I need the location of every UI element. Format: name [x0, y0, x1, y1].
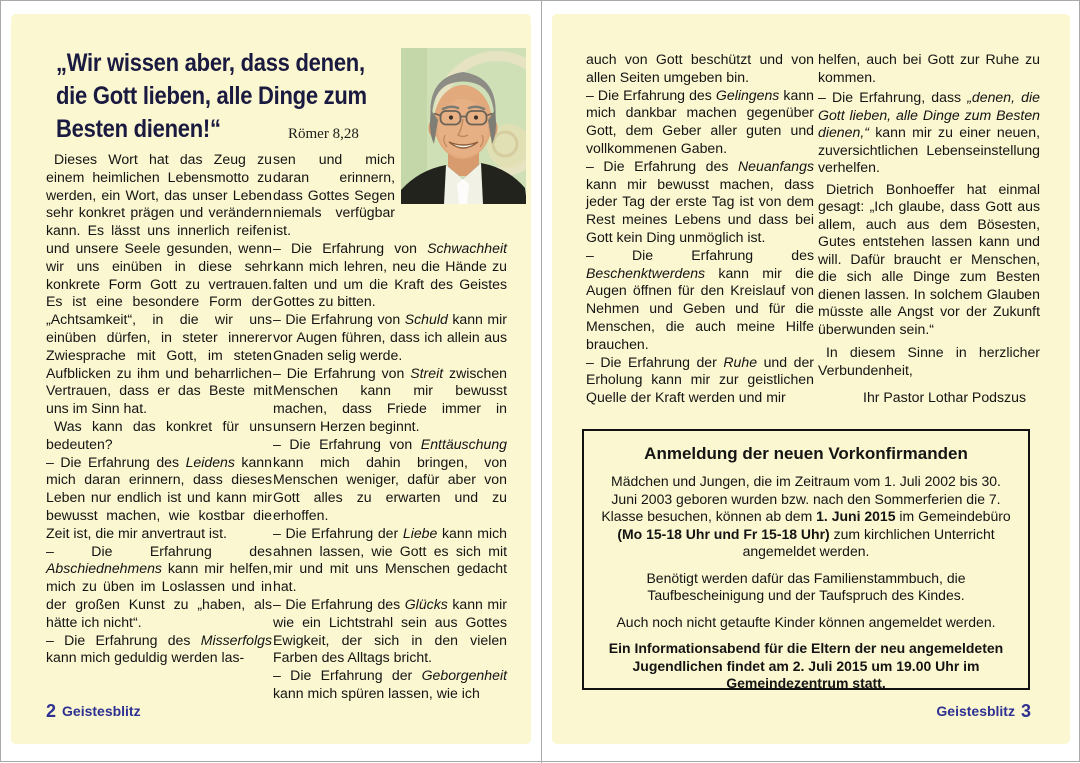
paragraph	[586, 87, 814, 158]
text-run: – Die Erfahrung des	[46, 542, 272, 559]
text-run: Was kann das konkret für uns bedeuten?	[46, 417, 272, 452]
paragraph	[598, 640, 1014, 693]
text-run: Auch noch nicht getaufte Kinder können angemeldet werden.	[616, 613, 996, 630]
text-run: kann mir helfen, mich zu üben im Loslassen und in der großen Kunst zu „haben, als hätte ich nicht“.	[46, 560, 272, 630]
text-run: – Die Erfahrung des	[46, 631, 201, 648]
paragraph	[818, 344, 1040, 379]
paragraph	[273, 436, 507, 525]
right-column-1	[586, 51, 814, 407]
page-footer-right	[936, 701, 1031, 722]
photo-wrap-spacer	[395, 151, 507, 205]
text-run: Enttäuschung	[420, 435, 507, 452]
page-right	[552, 14, 1070, 744]
text-run: Misserfolgs	[200, 631, 272, 648]
text-run: Glücks	[404, 595, 448, 612]
paragraph	[818, 51, 1040, 86]
text-run: kann mich dankbar machen gegenüber Gott, dem Geber aller guten und vollkommenen Gaben.	[586, 86, 814, 156]
text-run: 1. Juni 2015	[816, 508, 896, 524]
text-run: kann mir wie ein Lichtstrahl sein aus Gottes Ewigkeit, der sich in den vielen Farben des Alltags bricht.	[273, 595, 507, 666]
text-run: kann mich daran erinnern, dass dieses Leben nur endlich ist und kann mir bewusst machen, wie kostbar die Zeit ist, die mir anvertraut ist.	[46, 453, 272, 541]
announcement-title: Anmeldung der neuen Vorkonfirmanden	[644, 444, 968, 463]
text-run: Streit	[410, 364, 444, 381]
text-run: – Die Erfahrung des	[586, 246, 814, 263]
text-run: Neuanfangs	[737, 157, 814, 174]
paragraph	[586, 354, 814, 407]
paragraph	[598, 614, 1014, 632]
paragraph	[586, 158, 814, 247]
paragraph	[818, 389, 1040, 407]
text-run: Gelingens	[715, 86, 780, 103]
text-run: – Die Erfahrung der	[273, 524, 403, 541]
page-divider	[541, 1, 542, 763]
announcement-body	[598, 473, 1014, 693]
text-run: – Die Erfahrung der	[586, 353, 724, 370]
text-run: kann mir bewusst machen, dass jeder Tag der erste Tag ist von dem Rest meines Lebens und dass bei Gott kein Ding unmöglich ist.	[586, 175, 814, 245]
text-run: kann mich ahnen lassen, wie Gott es sich mit mir und mit uns Menschen gedacht hat.	[273, 524, 507, 595]
text-run: (Mo 15-18 Uhr und Fr 15-18 Uhr)	[617, 525, 830, 542]
paragraph	[818, 181, 1040, 339]
text-run: – Die Erfahrung der	[273, 667, 422, 684]
page-number: 2	[46, 701, 57, 721]
paragraph	[46, 151, 272, 418]
text-run: und der Erholung kann mir zur geistlichen Quelle der Kraft werden und mir	[586, 353, 814, 406]
paragraph	[598, 570, 1014, 605]
paragraph	[818, 89, 1040, 177]
text-run: – Die Erfahrung, dass	[818, 89, 968, 105]
text-run: Benötigt werden dafür das Familienstammbuch, die Taufbescheinigung und der Taufspruch des Kindes.	[646, 569, 966, 603]
text-run: – Die Erfahrung von	[273, 311, 405, 328]
paragraph	[273, 667, 507, 703]
text-run: In diesem Sinne in herzlicher Verbundenheit,	[818, 344, 1040, 378]
text-run: Ein Informationsabend für die Eltern der neu angemeldeten Jugendlichen findet am 2. Juli 2015 um 19.00 Uhr im Gemeindezentrum statt.	[608, 640, 1004, 691]
text-run: zwischen Menschen kann mir bewusst machen, dass Friede immer in unsern Herzen beginnt.	[273, 364, 507, 434]
text-run: „denen, die Gott lieben, alle Dinge zum Besten dienen,“	[818, 89, 1040, 140]
text-run: Abschiednehmens	[46, 560, 162, 577]
page-left	[11, 14, 531, 744]
paragraph	[586, 247, 814, 354]
text-run: kann mir zu einer neuen, zuversichtlichen Lebenseinstellung verhelfen.	[818, 124, 1040, 175]
paragraph	[273, 365, 507, 436]
page-number: 3	[1020, 701, 1031, 721]
text-run: Schwachheit	[427, 239, 507, 256]
text-run: Dieses Wort hat das Zeug zu einem heimlichen Lebensmotto zu werden, ein Wort, das unser Leben sehr konkret prägen und verändern kann. Es lässt uns innerlich reifen und unsere Seele gesunden, wenn wir uns einüben in diese sehr konkrete Form Gott zu vertrauen. Es ist eine besondere Form der „Achtsamkeit“, in die wir uns einüben dürfen, in steter innerer Zwiesprache mit Gott, im steten Aufblicken zu ihm und beharrlichen Vertrauen, dass er das Beste mit uns im Sinn hat.	[46, 151, 272, 417]
text-run: Ihr Pastor Lothar Podszus	[863, 389, 1026, 405]
text-run: – Die Erfahrung von	[273, 364, 411, 381]
paragraph	[46, 454, 272, 543]
text-run: kann mir die Augen öffnen für den Kreislauf von Nehmen und Geben und für die Menschen, die auch meine Hilfe brauchen.	[586, 264, 814, 352]
text-run: – Die Erfahrung des	[586, 86, 716, 103]
publication-title: Geistesblitz	[62, 703, 141, 719]
text-run: kann mich spüren lassen, wie ich	[273, 684, 480, 701]
left-column-2-text	[273, 151, 507, 703]
text-run: Schuld	[404, 311, 448, 328]
text-run: Geborgenheit	[421, 667, 507, 684]
text-run: Mädchen und Jungen, die im Zeitraum vom 1. Juli 2002 bis 30. Juni 2003 geboren wurden bzw. nach den Sommerferien die 7. Klasse besuchen, können ab dem	[601, 473, 1001, 524]
paragraph	[273, 525, 507, 596]
paragraph	[273, 596, 507, 667]
text-run: sen und mich daran erinnern, dass Gottes Segen niemals verfügbar ist.	[273, 151, 395, 239]
paragraph	[46, 418, 272, 454]
text-run: Leidens	[185, 453, 235, 470]
headline-line: „Wir wissen aber, dass denen,	[56, 49, 365, 77]
left-column-2	[273, 151, 507, 703]
text-run: helfen, auch bei Gott zur Ruhe zu kommen.	[818, 51, 1040, 85]
headline-line: Besten dienen!“	[56, 115, 221, 143]
paragraph	[273, 240, 507, 311]
paragraph	[586, 51, 814, 87]
paragraph	[46, 543, 272, 632]
text-run: auch von Gott beschützt und von allen Seiten umgeben bin.	[586, 51, 814, 85]
paragraph	[46, 632, 272, 668]
text-run: Beschenktwerdens	[586, 264, 706, 281]
text-run: kann mich dahin bringen, von Menschen weniger, dafür aber von Gott alles zu erwarten und zu erhoffen.	[273, 453, 507, 523]
text-run: im Gemeindebüro	[895, 508, 1011, 524]
right-column-2	[818, 51, 1040, 407]
page-footer-left	[46, 701, 141, 722]
right-column-1-text	[586, 51, 814, 407]
text-run: kann mich geduldig werden las-	[46, 649, 245, 666]
left-column-1-text	[46, 151, 272, 667]
text-run: – Die Erfahrung des	[586, 157, 738, 174]
text-run: – Die Erfahrung des	[46, 453, 186, 470]
left-column-1	[46, 151, 272, 667]
scripture-reference: Römer 8,28	[288, 126, 359, 142]
text-run: – Die Erfahrung von	[273, 435, 421, 452]
paragraph	[273, 311, 507, 364]
text-run: kann mich lehren, neu die Hände zu falten und um die Kraft des Geistes Gottes zu bitten.	[273, 257, 507, 310]
headline-line: die Gott lieben, alle Dinge zum	[56, 82, 367, 110]
publication-title: Geistesblitz	[936, 703, 1015, 719]
text-run: kann mir vor Augen führen, dass ich allein aus Gnaden selig werde.	[273, 311, 507, 363]
text-run: – Die Erfahrung von	[273, 239, 428, 256]
text-run: Liebe	[402, 524, 438, 541]
paragraph	[598, 473, 1014, 561]
text-run: Ruhe	[723, 353, 758, 370]
announcement-box	[582, 429, 1030, 690]
text-run: zum kirchlichen Unterricht angemeldet werden.	[742, 525, 995, 559]
text-run: – Die Erfahrung des	[273, 595, 405, 612]
text-run: Dietrich Bonhoeffer hat einmal gesagt: „Ich glaube, dass Gott aus allem, auch aus dem Bösesten, Gutes entstehen lassen kann und will. Dafür braucht er Menschen, die sich alle Dinge zum Besten dienen lassen. In solchem Glauben müsste alle Angst vor der Zukunft überwunden sein.“	[818, 180, 1040, 337]
right-column-2-text	[818, 51, 1040, 407]
